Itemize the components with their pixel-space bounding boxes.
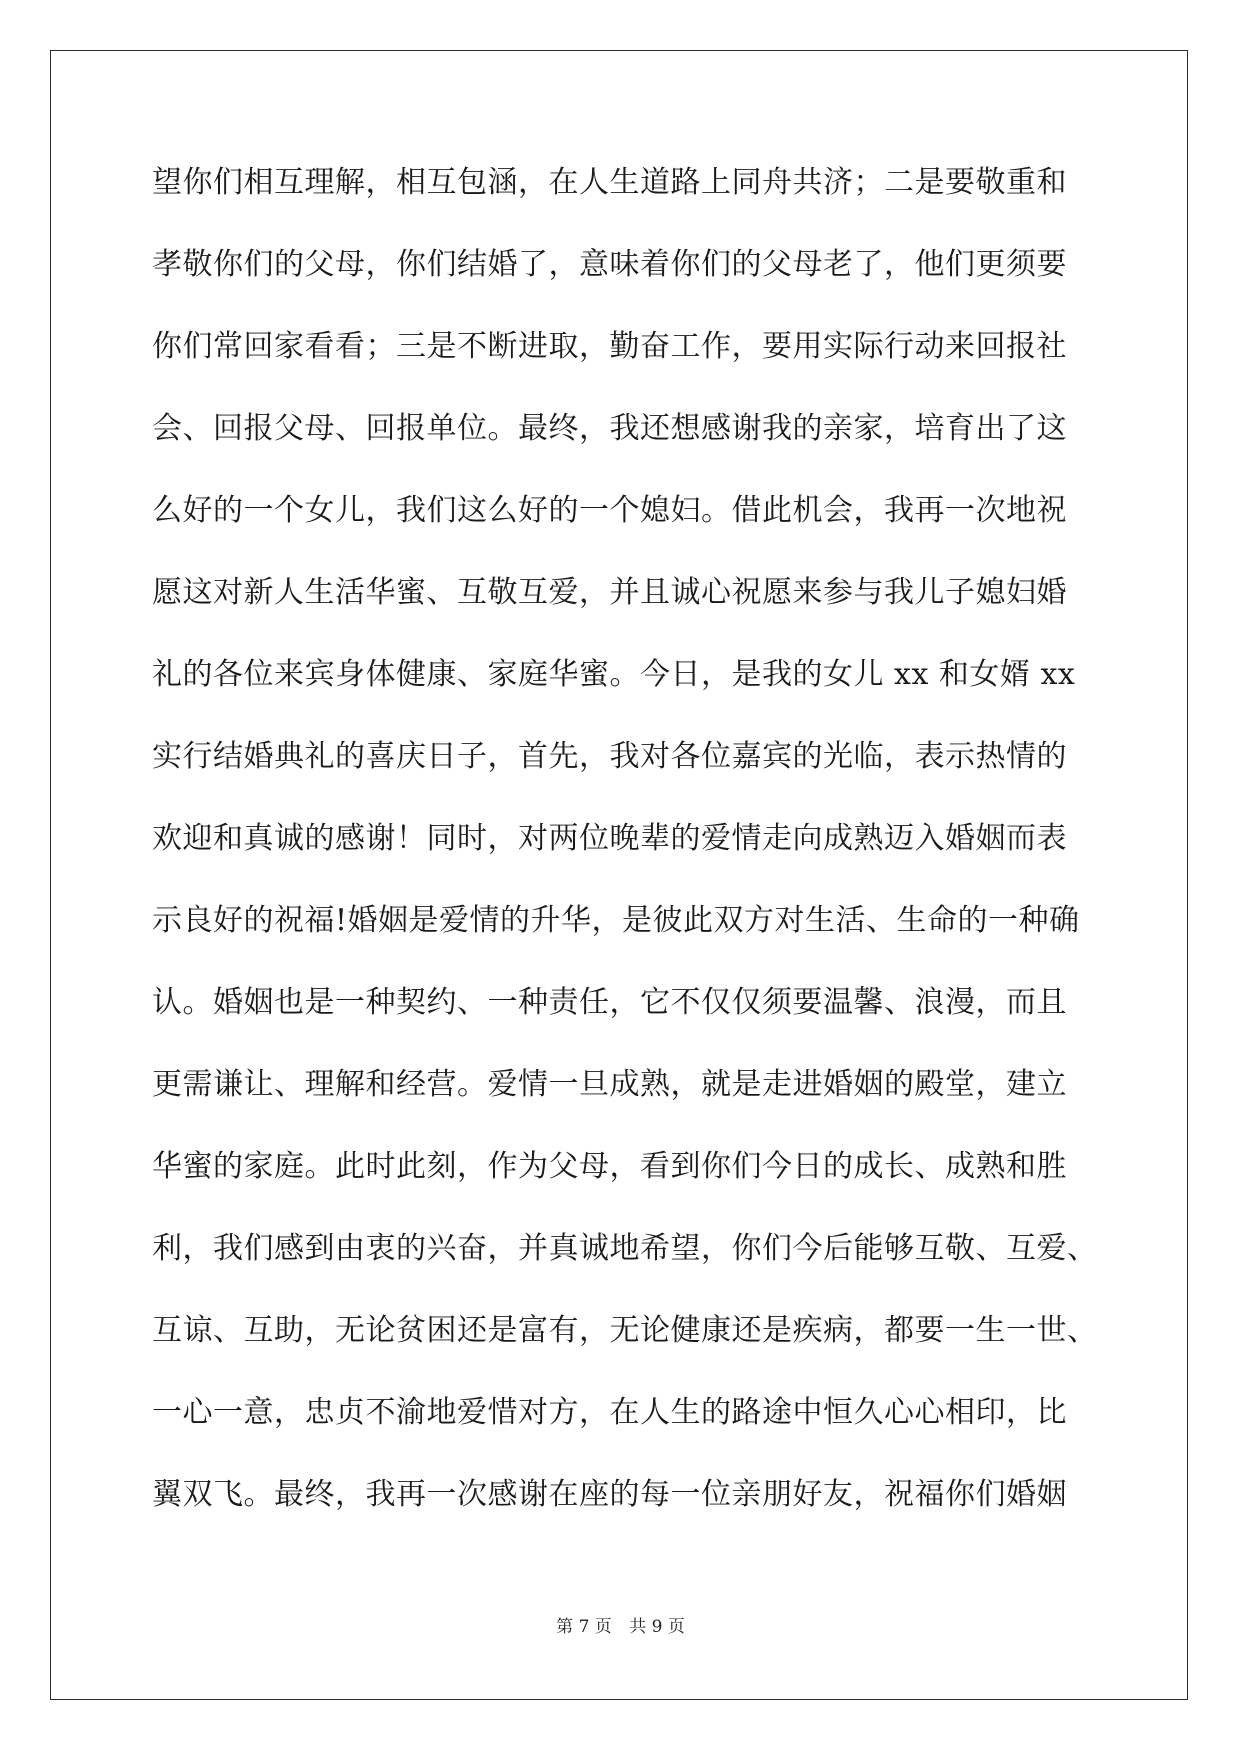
text-line: 实行结婚典礼的喜庆日子，首先，我对各位嘉宾的光临，表示热情的 xyxy=(152,739,1067,774)
text-line: 示良好的祝福!婚姻是爱情的升华，是彼此双方对生活、生命的一种确 xyxy=(152,903,1080,938)
page-number-total: 共 9 页 xyxy=(629,1617,685,1637)
text-line: 么好的一个女儿，我们这么好的一个媳妇。借此机会，我再一次地祝 xyxy=(152,493,1067,528)
text-line: 一心一意，忠贞不渝地爱惜对方，在人生的路途中恒久心心相印，比 xyxy=(152,1395,1067,1430)
text-line: 认。婚姻也是一种契约、一种责任，它不仅仅须要温馨、浪漫，而且 xyxy=(152,985,1067,1020)
text-line: 欢迎和真诚的感谢！同时，对两位晚辈的爱情走向成熟迈入婚姻而表 xyxy=(152,821,1067,856)
text-line: 华蜜的家庭。此时此刻，作为父母，看到你们今日的成长、成熟和胜 xyxy=(152,1149,1067,1184)
text-line: 互谅、互助，无论贫困还是富有，无论健康还是疾病，都要一生一世、 xyxy=(152,1313,1098,1348)
text-line: 会、回报父母、回报单位。最终，我还想感谢我的亲家，培育出了这 xyxy=(152,411,1067,446)
text-line: 礼的各位来宾身体健康、家庭华蜜。今日，是我的女儿 xx 和女婿 xx xyxy=(152,657,1076,692)
text-line: 更需谦让、理解和经营。爱情一旦成熟，就是走进婚姻的殿堂，建立 xyxy=(152,1067,1067,1102)
page-number-current: 第 7 页 xyxy=(556,1617,612,1637)
text-line: 你们常回家看看；三是不断进取，勤奋工作，要用实际行动来回报社 xyxy=(152,329,1067,364)
page-footer xyxy=(0,1612,1241,1637)
text-line: 翼双飞。最终，我再一次感谢在座的每一位亲朋好友，祝福你们婚姻 xyxy=(152,1477,1067,1512)
text-line: 望你们相互理解，相互包涵，在人生道路上同舟共济；二是要敬重和 xyxy=(152,165,1067,200)
text-line: 利，我们感到由衷的兴奋，并真诚地希望，你们今后能够互敬、互爱、 xyxy=(152,1231,1098,1266)
text-line: 愿这对新人生活华蜜、互敬互爱，并且诚心祝愿来参与我儿子媳妇婚 xyxy=(152,575,1067,610)
document-body xyxy=(152,158,1098,1552)
text-line: 孝敬你们的父母，你们结婚了，意味着你们的父母老了，他们更须要 xyxy=(152,247,1067,282)
